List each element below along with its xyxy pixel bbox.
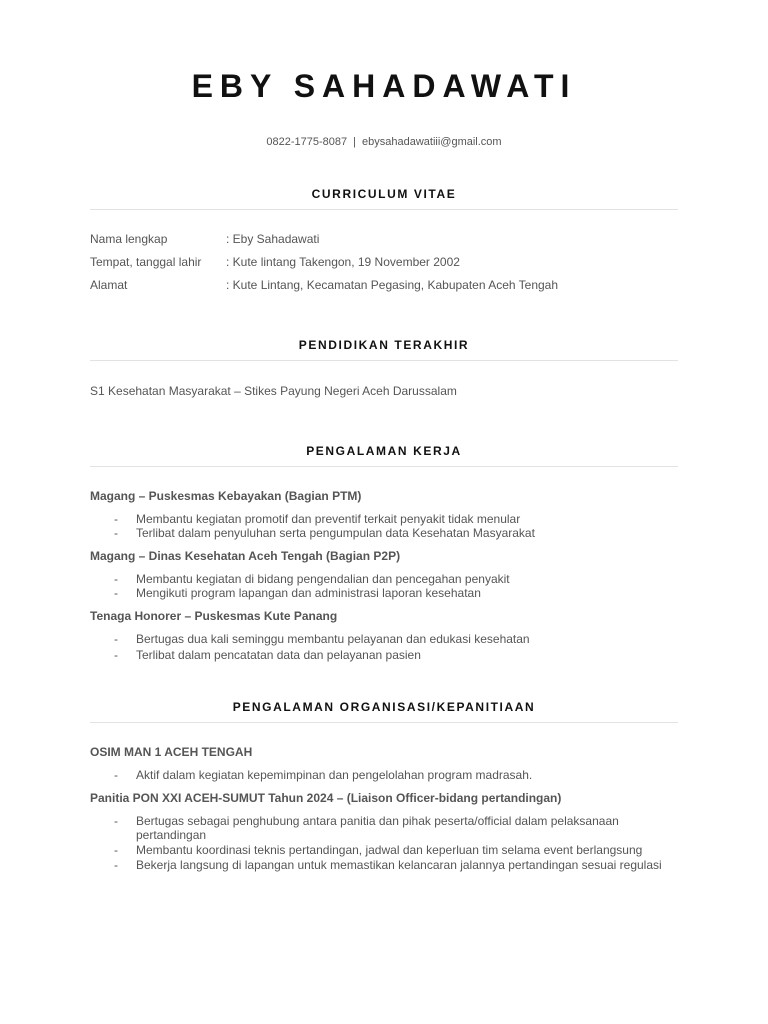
section-divider: [90, 722, 678, 723]
section-divider: [90, 466, 678, 467]
list-item: [114, 768, 674, 782]
info-label: Nama lengkap: [90, 232, 168, 246]
job-title: Magang – Puskesmas Kebayakan (Bagian PTM): [90, 489, 362, 503]
list-item: [114, 586, 674, 600]
section-title-cv: CURRICULUM VITAE: [311, 187, 457, 201]
list-item: [114, 858, 674, 872]
section-title-education: PENDIDIKAN TERAKHIR: [298, 338, 470, 352]
bullet-dash: -: [114, 526, 118, 540]
bullet-text: Terlibat dalam pencatatan data dan pelayanan pasien: [136, 648, 421, 662]
job-title: Magang – Dinas Kesehatan Aceh Tengah (Bagian P2P): [90, 549, 401, 563]
list-item: [114, 648, 674, 662]
bullet-dash: -: [114, 648, 118, 662]
section-divider: [90, 209, 678, 210]
info-value: : Eby Sahadawati: [226, 232, 320, 246]
bullet-text: Mengikuti program lapangan dan administrasi laporan kesehatan: [136, 586, 481, 600]
bullet-text: Terlibat dalam penyuluhan serta pengumpulan data Kesehatan Masyarakat: [136, 526, 535, 540]
bullet-text: Bekerja langsung di lapangan untuk memastikan kelancaran jalannya pertandingan sesuai regulasi: [136, 858, 662, 872]
bullet-dash: -: [114, 632, 118, 646]
bullet-dash: -: [114, 843, 118, 857]
organization-title: Panitia PON XXI ACEH-SUMUT Tahun 2024 – (Liaison Officer-bidang pertandingan): [90, 791, 562, 805]
info-value: : Kute lintang Takengon, 19 November 2002: [226, 255, 460, 269]
list-item: [114, 843, 674, 857]
info-row-birth: [90, 255, 690, 269]
bullet-text: Bertugas sebagai penghubung antara panitia dan pihak peserta/official dalam pelaksanaan pertandingan: [136, 814, 619, 842]
bullet-dash: -: [114, 858, 118, 872]
info-label: Alamat: [90, 278, 128, 292]
info-row-address: [90, 278, 690, 292]
list-item: [114, 572, 674, 586]
info-value: : Kute Lintang, Kecamatan Pegasing, Kabupaten Aceh Tengah: [226, 278, 559, 292]
bullet-dash: -: [114, 814, 118, 828]
bullet-text: Bertugas dua kali seminggu membantu pelayanan dan edukasi kesehatan: [136, 632, 530, 646]
job-title: Tenaga Honorer – Puskesmas Kute Panang: [90, 609, 338, 623]
bullet-dash: -: [114, 512, 118, 526]
contact-line: [0, 136, 768, 148]
bullet-text: Membantu kegiatan di bidang pengendalian dan pencegahan penyakit: [136, 572, 510, 586]
list-item: [114, 526, 674, 540]
section-divider: [90, 360, 678, 361]
bullet-text: Membantu kegiatan promotif dan preventif terkait penyakit tidak menular: [136, 512, 521, 526]
info-row-name: [90, 232, 690, 246]
organization-title: OSIM MAN 1 ACEH TENGAH: [90, 745, 253, 759]
bullet-dash: -: [114, 768, 118, 782]
bullet-dash: -: [114, 572, 118, 586]
contact-separator: |: [353, 136, 357, 148]
education-text: S1 Kesehatan Masyarakat – Stikes Payung Negeri Aceh Darussalam: [90, 384, 457, 398]
section-title-work: PENGALAMAN KERJA: [306, 444, 462, 458]
list-item: [114, 814, 674, 842]
bullet-text: Membantu koordinasi teknis pertandingan, jadwal dan keperluan tim selama event berlangsung: [136, 843, 643, 857]
list-item: [114, 512, 674, 526]
info-label: Tempat, tanggal lahir: [90, 255, 202, 269]
candidate-name: EBY SAHADAWATI: [191, 68, 577, 104]
bullet-dash: -: [114, 586, 118, 600]
phone-number: 0822-1775-8087: [266, 136, 348, 148]
list-item: [114, 632, 674, 646]
bullet-text: Aktif dalam kegiatan kepemimpinan dan pengelolahan program madrasah.: [136, 768, 533, 782]
email-address: ebysahadawatiii@gmail.com: [362, 136, 502, 148]
section-title-organization: PENGALAMAN ORGANISASI/KEPANITIAAN: [232, 700, 536, 714]
